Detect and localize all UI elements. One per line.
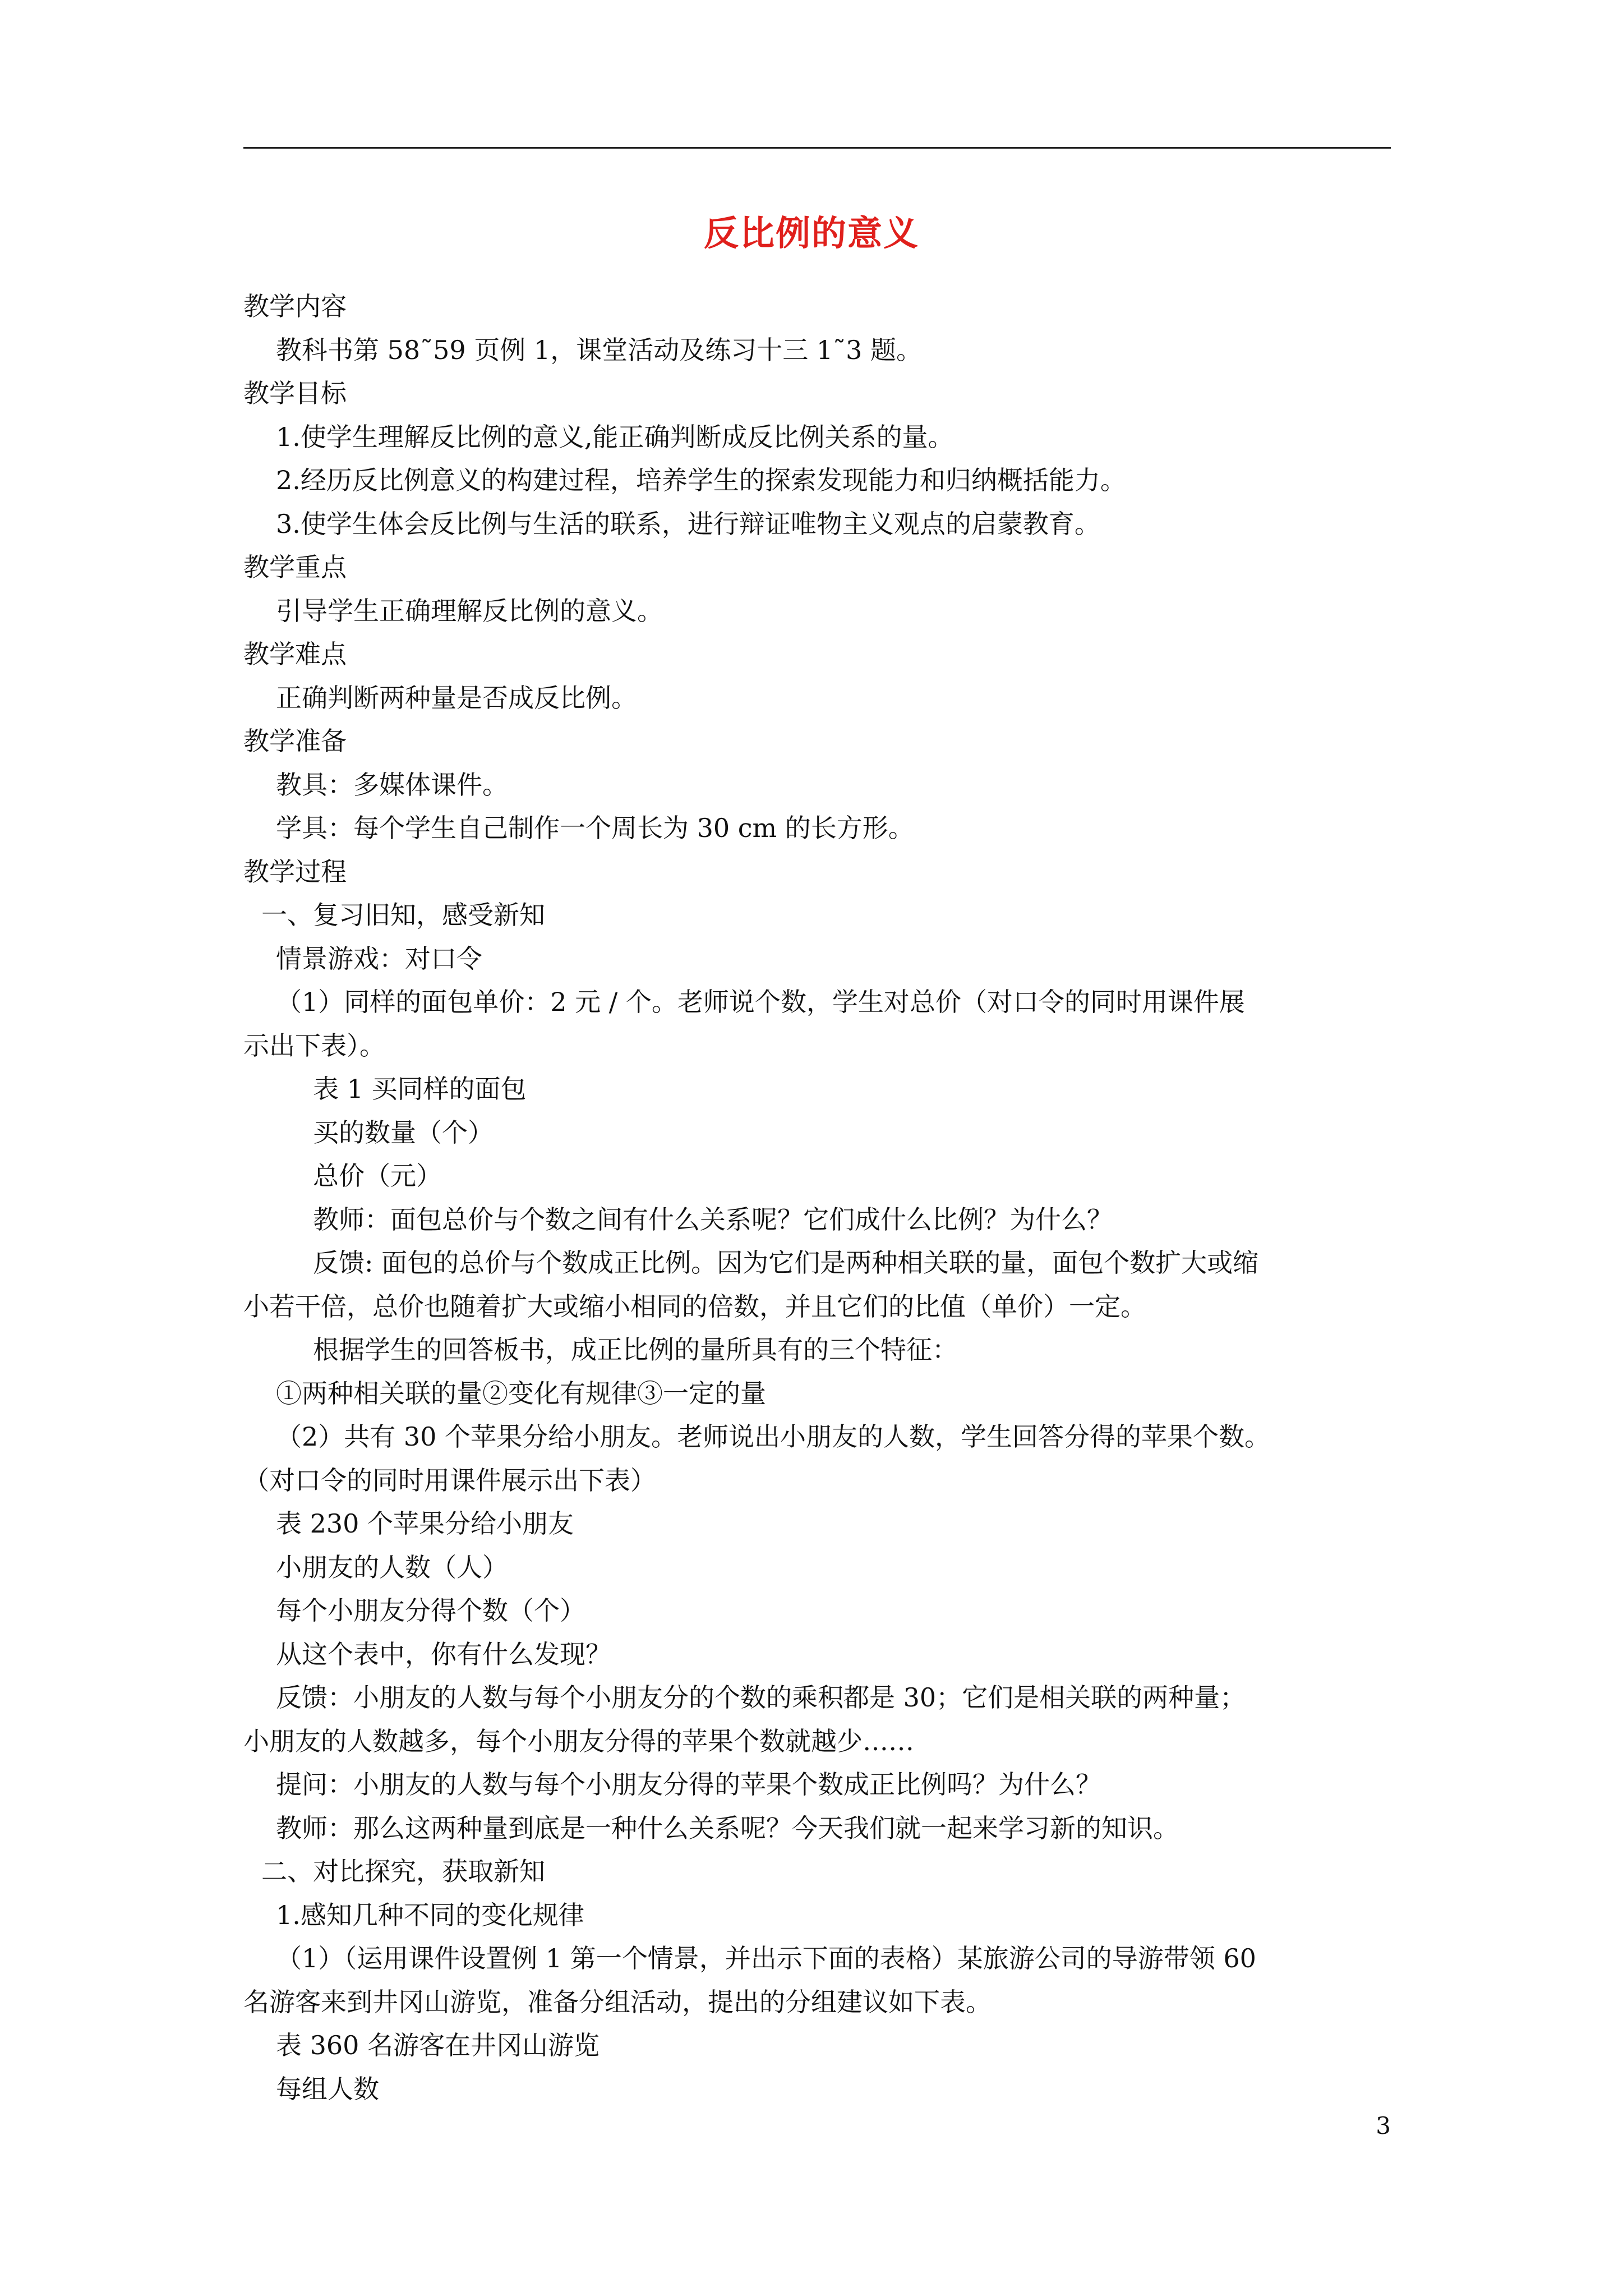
- section-heading-preparation: 教学准备: [243, 726, 347, 756]
- paragraph-line: 小朋友的人数越多，每个小朋友分得的苹果个数就越少……: [243, 1726, 914, 1756]
- paragraph-line: 1.感知几种不同的变化规律: [276, 1899, 584, 1930]
- header-rule: [243, 147, 1391, 149]
- table-row-label: 总价（元）: [313, 1161, 442, 1191]
- paragraph-line: 反馈：小朋友的人数与每个小朋友分的个数的乘积都是 30；它们是相关联的两种量；: [276, 1682, 1246, 1713]
- page-title: 反比例的意义: [703, 213, 919, 254]
- section-heading-process: 教学过程: [243, 856, 347, 887]
- table-row-label: 买的数量（个）: [313, 1117, 494, 1148]
- paragraph-line: （对口令的同时用课件展示出下表）: [243, 1465, 656, 1496]
- paragraph-line: （2）共有 30 个苹果分给小朋友。老师说出小朋友的人数，学生回答分得的苹果个数。: [276, 1421, 1271, 1452]
- paragraph-line: 根据学生的回答板书，成正比例的量所具有的三个特征：: [313, 1335, 958, 1365]
- paragraph-line: 1.使学生理解反比例的意义,能正确判断成反比例关系的量。: [276, 421, 954, 452]
- section-heading-keypoint: 教学重点: [243, 552, 347, 582]
- paragraph-line: 引导学生正确理解反比例的意义。: [276, 595, 663, 626]
- document-body: [243, 285, 1393, 2111]
- subsection-heading: 一、复习旧知，感受新知: [261, 900, 545, 930]
- table-row-label: 每个小朋友分得个数（个）: [276, 1595, 585, 1626]
- paragraph-line: 提问：小朋友的人数与每个小朋友分得的苹果个数成正比例吗？为什么？: [276, 1769, 1101, 1800]
- paragraph-line: 教具：多媒体课件。: [276, 769, 508, 800]
- table-row-label: 每组人数: [276, 2073, 379, 2104]
- section-heading-difficulty: 教学难点: [243, 639, 347, 669]
- paragraph-line: 正确判断两种量是否成反比例。: [276, 682, 637, 713]
- paragraph-line: 反馈: 面包的总价与个数成正比例。因为它们是两种相关联的量，面包个数扩大或缩: [313, 1248, 1259, 1278]
- paragraph-line: 教师：面包总价与个数之间有什么关系呢？它们成什么比例？为什么？: [313, 1204, 1113, 1235]
- paragraph-line: 教师：那么这两种量到底是一种什么关系呢？今天我们就一起来学习新的知识。: [276, 1812, 1179, 1843]
- paragraph-line: 示出下表）。: [243, 1030, 385, 1061]
- table-caption: 表 1 买同样的面包: [313, 1074, 527, 1104]
- paragraph-line: 情景游戏：对口令: [276, 943, 482, 974]
- section-heading-content: 教学内容: [243, 291, 347, 321]
- table-caption: 表 360 名游客在井冈山游览: [276, 2030, 600, 2060]
- paragraph-line: 学具：每个学生自己制作一个周长为 30 cm 的长方形。: [276, 813, 914, 843]
- page-number: 3: [1376, 2112, 1391, 2139]
- paragraph-line: （1）（运用课件设置例 1 第一个情景，并出示下面的表格）某旅游公司的导游带领 60: [276, 1943, 1256, 1973]
- table-caption: 表 230 个苹果分给小朋友: [276, 1508, 574, 1539]
- paragraph-line: 小若干倍，总价也随着扩大或缩小相同的倍数，并且它们的比值（单价）一定。: [243, 1291, 1146, 1322]
- section-heading-goals: 教学目标: [243, 378, 347, 408]
- table-row-label: 小朋友的人数（人）: [276, 1552, 508, 1582]
- paragraph-line: （1）同样的面包单价：2 元 / 个。老师说个数，学生对总价（对口令的同时用课件展: [276, 987, 1245, 1017]
- subsection-heading: 二、对比探究，获取新知: [261, 1856, 545, 1887]
- paragraph-line: 2.经历反比例意义的构建过程，培养学生的探索发现能力和归纳概括能力。: [276, 465, 1126, 495]
- paragraph-line: 教科书第 58˜59 页例 1，课堂活动及练习十三 1˜3 题。: [276, 334, 922, 365]
- paragraph-line: ①两种相关联的量②变化有规律③一定的量: [276, 1378, 766, 1409]
- paragraph-line: 名游客来到井冈山游览，准备分组活动，提出的分组建议如下表。: [243, 1986, 992, 2017]
- paragraph-line: 从这个表中，你有什么发现？: [276, 1639, 611, 1669]
- paragraph-line: 3.使学生体会反比例与生活的联系，进行辩证唯物主义观点的启蒙教育。: [276, 508, 1100, 539]
